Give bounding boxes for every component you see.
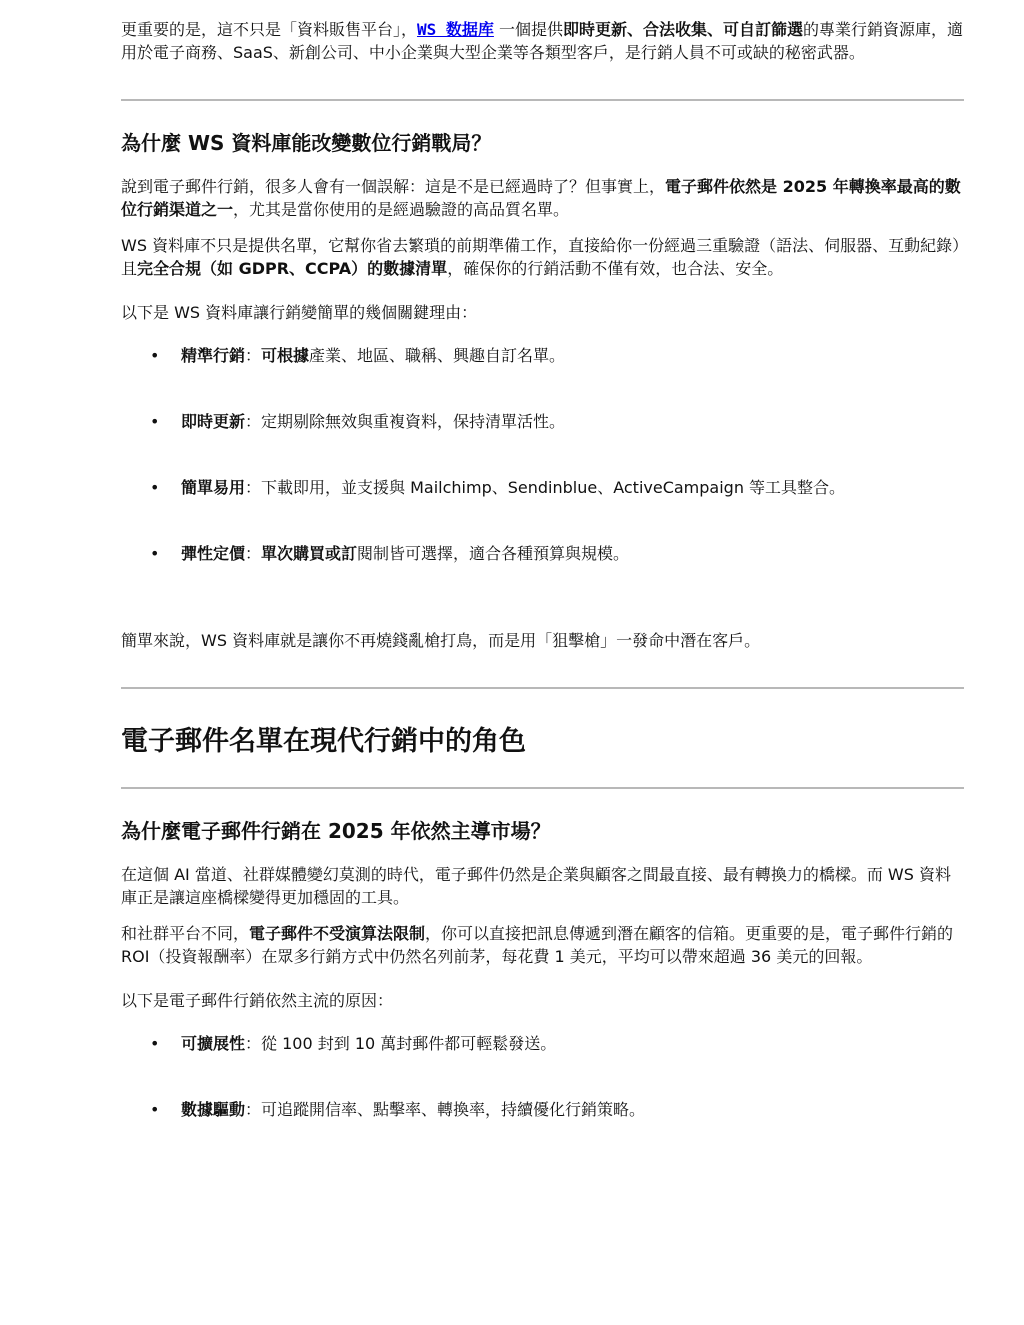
paragraph-text: 和社群平台不同， <box>121 924 250 943</box>
paragraph-text: ，你可以直接把訊息傳遞到潛在顧客的信箱。更重要的是，電子郵件行銷的 ROI（投資報酬率）在眾多行銷方式中仍然名列前茅，每花費 1 美元，平均可以帶來超過 36 美元的回報。 <box>121 924 954 966</box>
divider <box>121 99 964 101</box>
list-item <box>121 1032 964 1055</box>
divider <box>121 687 964 689</box>
section2-paragraph-3: 以下是電子郵件行銷依然主流的原因： <box>121 991 394 1010</box>
bullet-icon: • <box>150 1034 160 1053</box>
list-item-sep: ： <box>245 544 262 563</box>
intro-text: 更重要的是，這不只是「資料販售平台」， <box>121 20 418 39</box>
list-item-sep: ： <box>245 1100 262 1119</box>
section1-paragraph-1 <box>121 175 964 221</box>
list-item <box>121 542 964 565</box>
list-item <box>121 1098 964 1121</box>
ws-database-link[interactable]: WS 数据库 <box>417 20 494 39</box>
paragraph-bold-text: 電子郵件不受演算法限制 <box>249 924 426 943</box>
list-item-desc: 可追蹤開信率、點擊率、轉換率，持續優化行銷策略。 <box>261 1100 646 1119</box>
list-item-term: 可擴展性 <box>181 1034 246 1053</box>
section2-heading: 為什麼電子郵件行銷在 2025 年依然主導市場？ <box>121 819 551 843</box>
list-item-sep: ： <box>245 346 262 365</box>
paragraph-text: 說到電子郵件行銷，很多人會有一個誤解：這是不是已經過時了？但事實上， <box>121 177 666 196</box>
intro-bold-text: 即時更新、合法收集、可自訂篩選 <box>563 20 804 39</box>
bullet-icon: • <box>150 412 160 431</box>
list-item-sep: ： <box>245 478 262 497</box>
list-item-bold: 可根據 <box>261 346 310 365</box>
section2-title: 電子郵件名單在現代行銷中的角色 <box>121 726 526 757</box>
bullet-icon: • <box>150 478 160 497</box>
paragraph-bold-text: 完全合規（如 GDPR、CCPA）的數據清單 <box>137 259 448 278</box>
section2-list <box>121 1032 964 1121</box>
bullet-icon: • <box>150 346 160 365</box>
list-item-bold: 單次購買或訂 <box>261 544 358 563</box>
list-item-desc: 從 100 封到 10 萬封郵件都可輕鬆發送。 <box>261 1034 557 1053</box>
list-item-desc: 產業、地區、職稱、興趣自訂名單。 <box>309 346 566 365</box>
list-item-sep: ： <box>245 412 262 431</box>
section1-list <box>121 344 964 565</box>
section2-paragraph-1: 在這個 AI 當道、社群媒體變幻莫測的時代，電子郵件仍然是企業與顧客之間最直接、最有轉換力的橋樑。而 WS 資料庫正是讓這座橋樑變得更加穩固的工具。 <box>121 865 951 907</box>
list-item <box>121 344 964 367</box>
paragraph-text: ，尤其是當你使用的是經過驗證的高品質名單。 <box>233 200 570 219</box>
intro-text: 的專業行銷資源庫，適用於電子商務、SaaS、新創公司、中小企業與大型企業等各類型客戶，是行銷人員不可或缺的秘密武器。 <box>121 20 964 62</box>
list-item <box>121 410 964 433</box>
list-item <box>121 476 964 499</box>
paragraph-bold-text: 電子郵件依然是 2025 年轉換率最高的數位行銷渠道之一 <box>121 177 961 219</box>
section2-paragraph-2 <box>121 922 964 968</box>
list-item-desc: 下載即用，並支援與 Mailchimp、Sendinblue、ActiveCampaign 等工具整合。 <box>261 478 846 497</box>
list-item-term: 彈性定價 <box>181 544 246 563</box>
list-item-desc: 閱制皆可選擇，適合各種預算與規模。 <box>357 544 630 563</box>
bullet-icon: • <box>150 544 160 563</box>
section1-summary: 簡單來說，WS 資料庫就是讓你不再燒錢亂槍打鳥，而是用「狙擊槍」一發命中潛在客戶。 <box>121 631 761 650</box>
bullet-icon: • <box>150 1100 160 1119</box>
article-content <box>121 14 964 1121</box>
list-item-desc: 定期剔除無效與重複資料，保持清單活性。 <box>261 412 566 431</box>
paragraph-text: WS 資料庫不只是提供名單，它幫你省去繁瑣的前期準備工作，直接給你一份經過三重驗證（語法、伺服器、互動紀錄）且 <box>121 236 961 278</box>
section1-paragraph-2 <box>121 234 964 280</box>
list-item-term: 簡單易用 <box>181 478 246 497</box>
list-item-term: 數據驅動 <box>181 1100 246 1119</box>
intro-text: 一個提供 <box>493 20 564 39</box>
list-item-sep: ： <box>245 1034 262 1053</box>
section1-paragraph-3: 以下是 WS 資料庫讓行銷變簡單的幾個關鍵理由： <box>121 303 478 322</box>
section1-heading: 為什麼 WS 資料庫能改變數位行銷戰局？ <box>121 131 492 155</box>
divider <box>121 787 964 789</box>
intro-paragraph <box>121 18 964 64</box>
paragraph-text: ，確保你的行銷活動不僅有效，也合法、安全。 <box>447 259 784 278</box>
list-item-term: 即時更新 <box>181 412 246 431</box>
list-item-term: 精準行銷 <box>181 346 246 365</box>
